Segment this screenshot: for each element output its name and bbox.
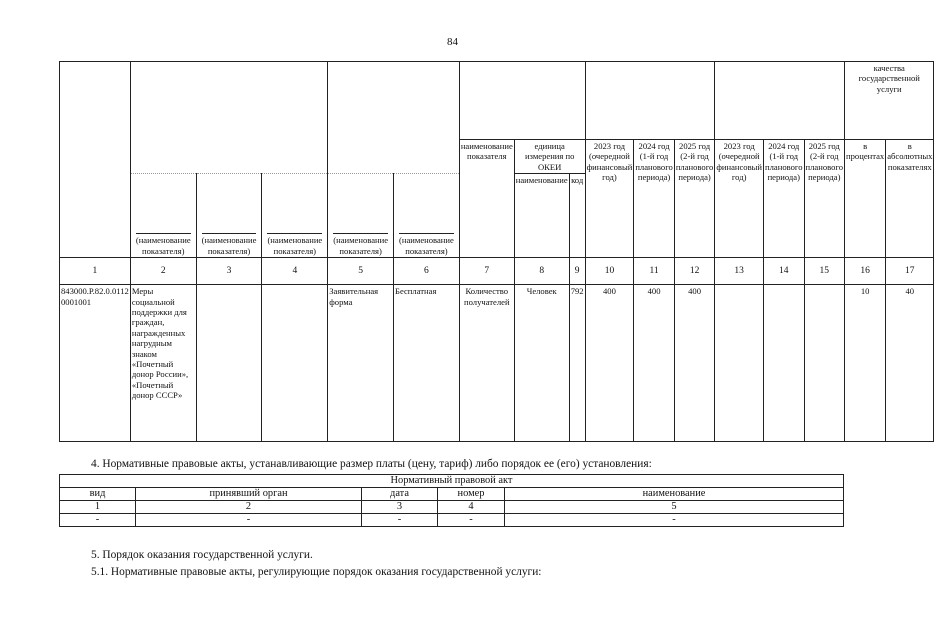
column-number: 6 [394, 258, 460, 285]
column-number: 11 [634, 258, 675, 285]
percent-header: в процентах [845, 140, 886, 258]
year-header-2025: 2025 год (2-й год планового периода) [674, 140, 715, 258]
column-number: 3 [196, 258, 262, 285]
sub-label-col4: (наименование показателя) [262, 174, 328, 258]
column-number-row [60, 258, 934, 285]
column-number: 16 [845, 258, 886, 285]
value-2024-cell: 400 [634, 285, 675, 442]
column-number: 4 [262, 258, 328, 285]
payment-year-header-2023: 2023 год (очередной финансовый год) [715, 140, 764, 258]
condition-cell: Заявительная форма [328, 285, 394, 442]
payment-2024-cell [764, 285, 805, 442]
column-number: 5 [505, 501, 844, 514]
payment-group-header [715, 62, 845, 140]
column-number: 12 [674, 258, 715, 285]
column-number: 1 [60, 258, 131, 285]
column-number: 14 [764, 258, 805, 285]
service-content-cell: Меры социальной поддержки для граждан, награжденных нагрудным знаком «Почетный донор России», «Почетный донор СССР» [130, 285, 196, 442]
column-number: 8 [514, 258, 569, 285]
deviation-percent-cell: 10 [845, 285, 886, 442]
header-date: дата [362, 488, 438, 501]
normative-acts-table [59, 474, 844, 527]
condition-header-cell [328, 62, 460, 174]
quality-deviation-header: качества государственной услуги [845, 62, 934, 140]
sub-label-col2: (наименование показателя) [130, 174, 196, 258]
blank-header-cell [60, 62, 131, 258]
absolute-header: в абсолютных показателях [886, 140, 934, 258]
unit-okei-header: единица измерения по ОКЕИ [514, 140, 585, 174]
column-number: 3 [362, 501, 438, 514]
payment-type-cell: Бесплатная [394, 285, 460, 442]
header-kind: вид [60, 488, 136, 501]
year-header-2023: 2023 год (очередной финансовый год) [585, 140, 634, 258]
empty-cell: - [505, 514, 844, 527]
column-number: 10 [585, 258, 634, 285]
unit-name-header: наименование [514, 174, 569, 258]
empty-cell: - [438, 514, 505, 527]
payment-year-header-2025: 2025 год (2-й год планового периода) [804, 140, 845, 258]
section-5-1-heading: 5.1. Нормативные правовые акты, регулирующие порядок оказания государственной услуги: [91, 566, 542, 578]
deviation-absolute-cell: 40 [886, 285, 934, 442]
header-number: номер [438, 488, 505, 501]
page-number: 84 [447, 36, 458, 48]
column-number: 9 [569, 258, 585, 285]
indicator-name-header: наименование показателя [459, 140, 514, 258]
content-cell-3 [196, 285, 262, 442]
sub-label-col5: (наименование показателя) [328, 174, 394, 258]
table-row [60, 514, 844, 527]
normative-act-group-header: Нормативный правовой акт [60, 475, 844, 488]
unit-code-cell: 792 [569, 285, 585, 442]
column-number: 4 [438, 501, 505, 514]
content-cell-4 [262, 285, 328, 442]
section-4-heading: 4. Нормативные правовые акты, устанавливающие размер платы (цену, тариф) либо порядок ее (его) установления: [91, 458, 652, 470]
column-number: 17 [886, 258, 934, 285]
sub-label-col6: (наименование показателя) [394, 174, 460, 258]
unit-code-header: код [569, 174, 585, 258]
payment-2023-cell [715, 285, 764, 442]
value-2023-cell: 400 [585, 285, 634, 442]
value-group-header [585, 62, 715, 140]
column-number: 2 [136, 501, 362, 514]
empty-cell: - [362, 514, 438, 527]
empty-cell: - [60, 514, 136, 527]
column-number: 15 [804, 258, 845, 285]
column-number: 13 [715, 258, 764, 285]
value-2025-cell: 400 [674, 285, 715, 442]
indicator-cell: Количество получателей [459, 285, 514, 442]
column-number: 1 [60, 501, 136, 514]
payment-year-header-2024: 2024 год (1-й год планового периода) [764, 140, 805, 258]
section-5-heading: 5. Порядок оказания государственной услуги. [91, 549, 313, 561]
year-header-2024: 2024 год (1-й год планового периода) [634, 140, 675, 258]
indicator-group-header [459, 62, 585, 140]
column-number: 2 [130, 258, 196, 285]
content-header-cell [130, 62, 327, 174]
unit-name-cell: Человек [514, 285, 569, 442]
payment-2025-cell [804, 285, 845, 442]
sub-label-col3: (наименование показателя) [196, 174, 262, 258]
table-row [60, 285, 934, 442]
service-volume-table [59, 61, 934, 442]
header-authority: принявший орган [136, 488, 362, 501]
header-title: наименование [505, 488, 844, 501]
empty-cell: - [136, 514, 362, 527]
column-number: 5 [328, 258, 394, 285]
registry-number-cell: 843000.Р.82.0.0112 0001001 [60, 285, 131, 442]
column-number: 7 [459, 258, 514, 285]
